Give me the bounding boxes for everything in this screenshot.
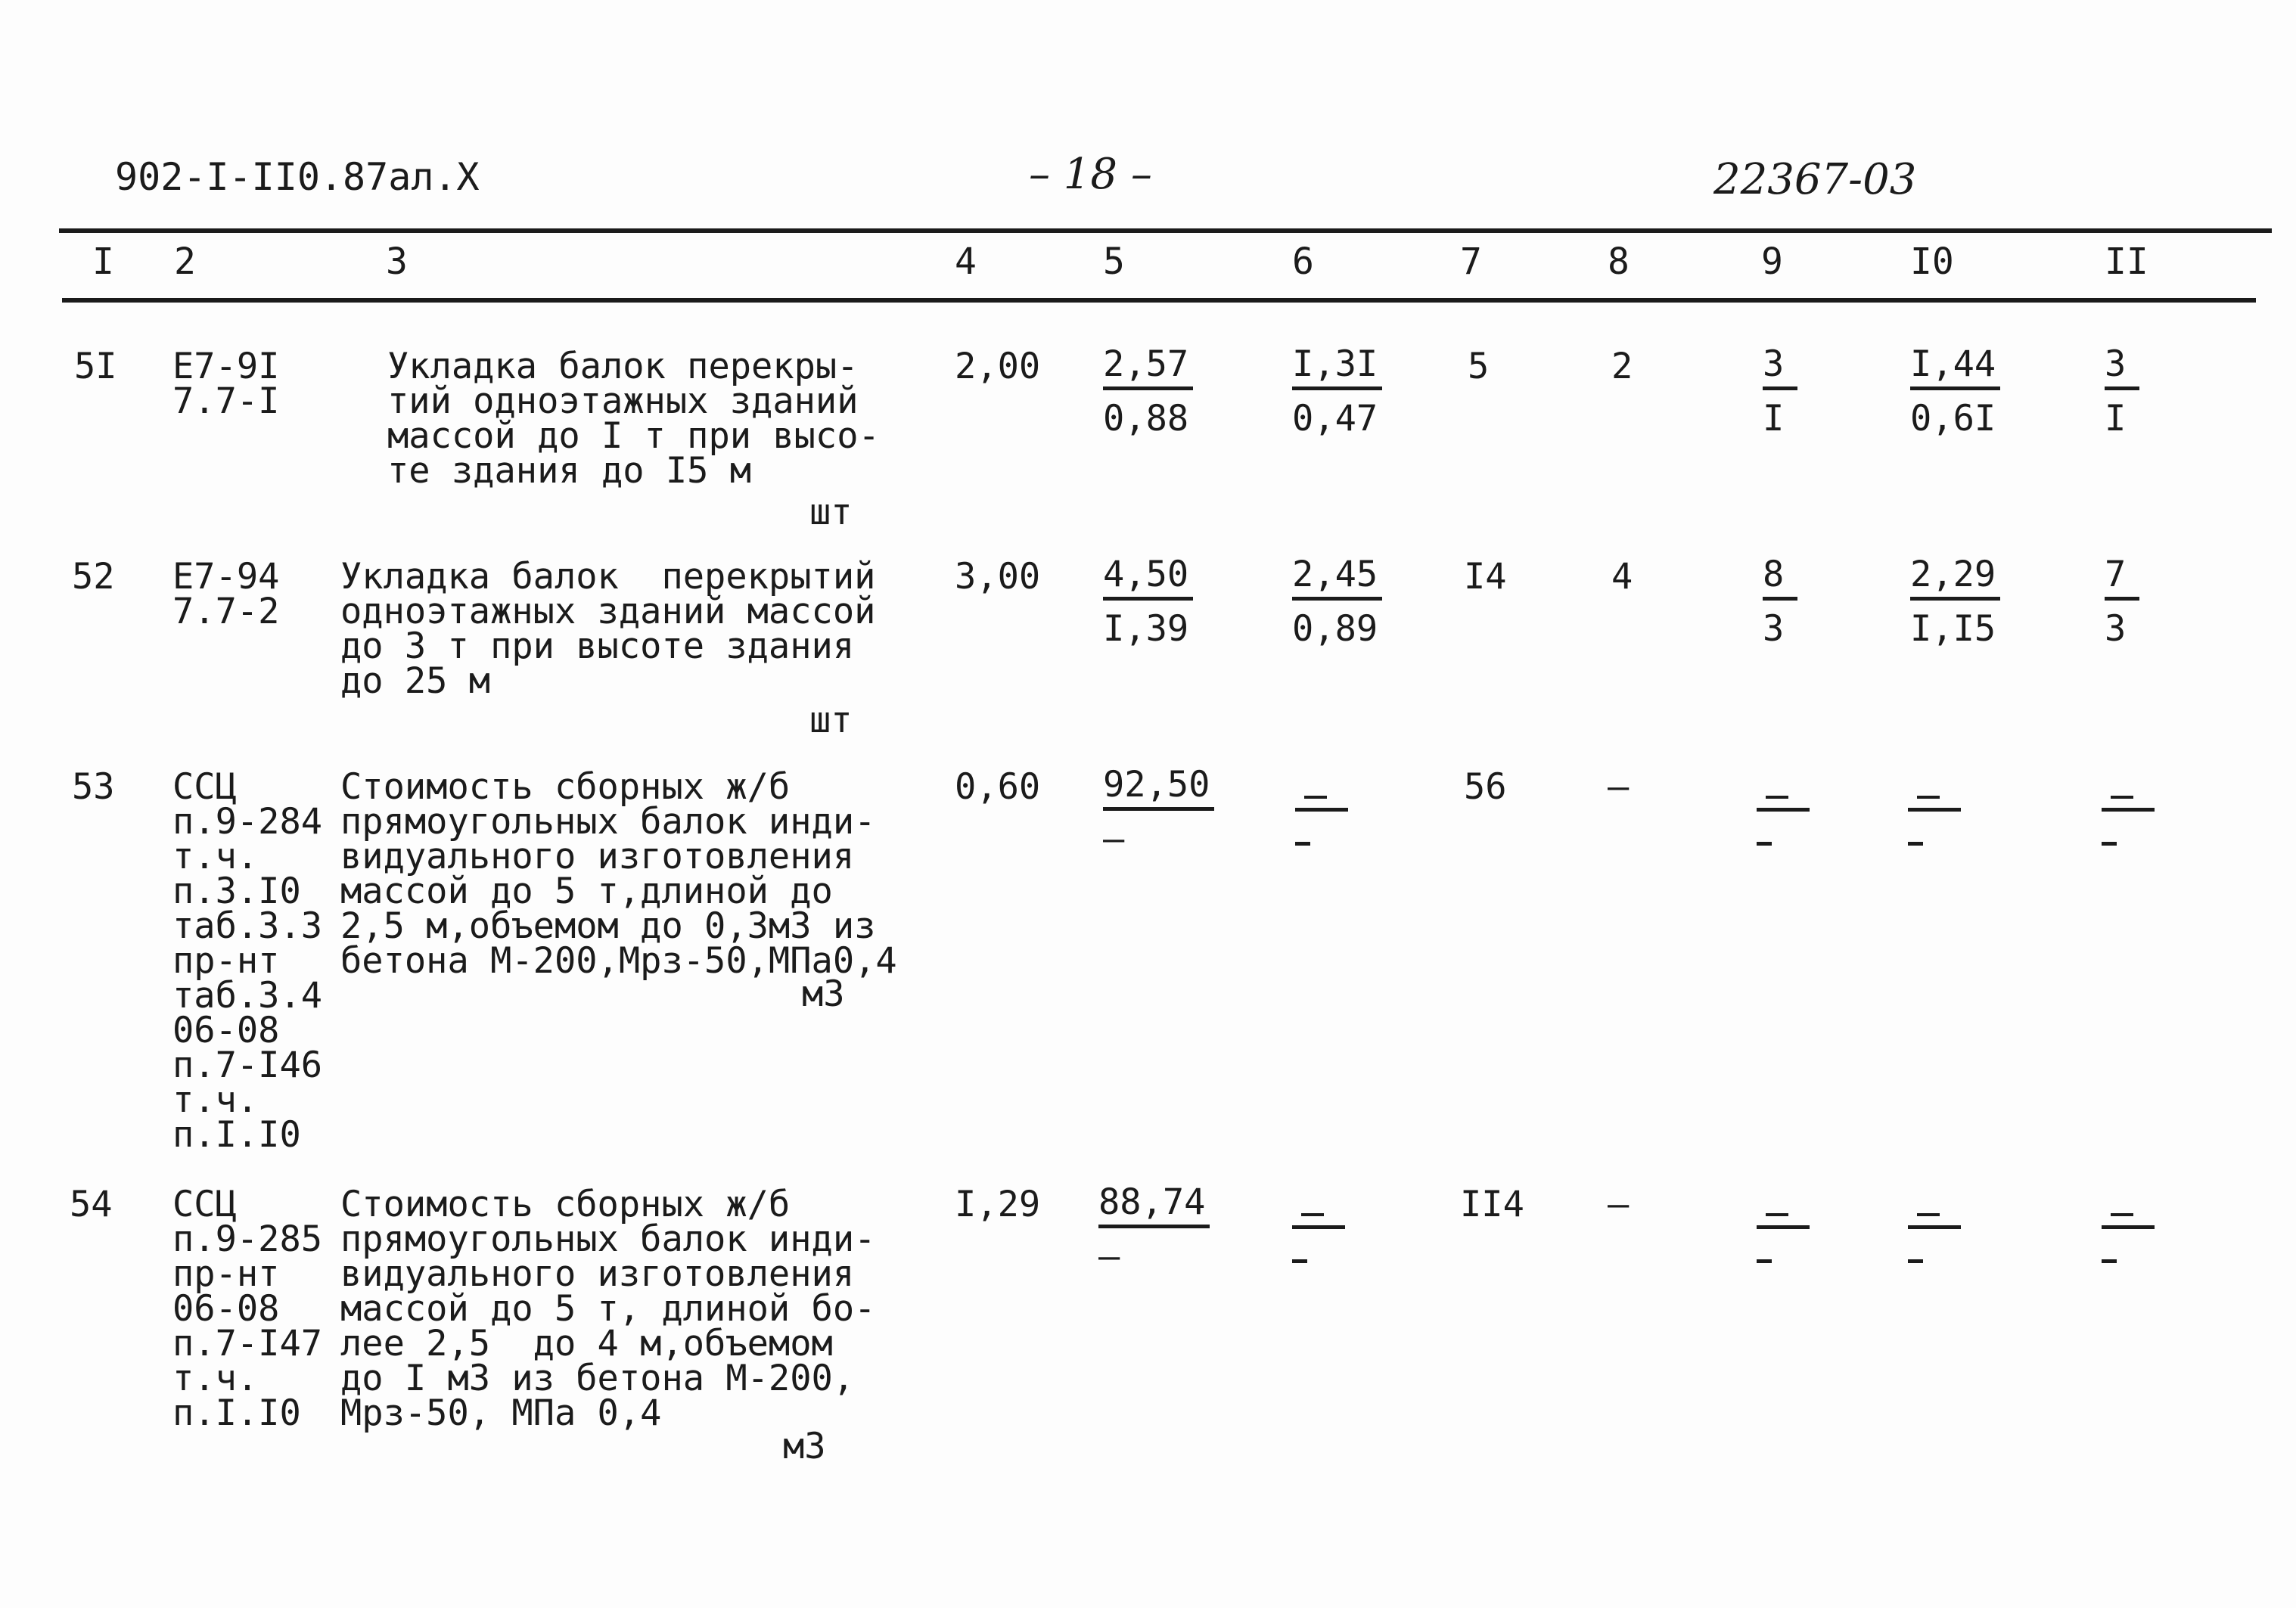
fraction-top: 3 bbox=[2105, 346, 2139, 390]
col11-empty-fraction bbox=[2102, 785, 2155, 846]
fraction-top: 8 bbox=[1763, 557, 1797, 601]
norm-code: E7-94 7.7-2 bbox=[172, 556, 280, 632]
dash-bottom bbox=[1757, 842, 1772, 846]
fraction-bottom: 3 bbox=[1763, 608, 1785, 650]
quantity: I,29 bbox=[955, 1184, 1041, 1225]
col8-value: 4 bbox=[1611, 556, 1633, 598]
col6-fraction bbox=[1292, 343, 1382, 439]
col10-empty-fraction bbox=[1908, 785, 1961, 846]
col-header-1: I bbox=[92, 241, 114, 283]
fraction-bottom: – bbox=[1098, 1236, 1120, 1277]
work-description: Стоимость сборных ж/б прямоугольных балок инди- видуального изготовления массой до 5 т,длиной до 2,5 м,объемом до 0,3м3 из бетона М-200,Мрз-50,МПа0,4 bbox=[340, 766, 897, 982]
fraction-bottom: I bbox=[1763, 398, 1785, 439]
dash-top bbox=[1908, 1203, 1961, 1229]
top-rule bbox=[59, 228, 2272, 233]
col5-fraction bbox=[1103, 343, 1193, 439]
col8-value: – bbox=[1608, 766, 1630, 808]
fraction-bottom: – bbox=[1103, 818, 1125, 860]
quantity: 3,00 bbox=[955, 556, 1041, 598]
quantity: 2,00 bbox=[955, 346, 1041, 387]
col-header-11: II bbox=[2105, 241, 2148, 283]
col8-value: 2 bbox=[1611, 346, 1633, 387]
col5-fraction bbox=[1103, 764, 1214, 860]
col-header-9: 9 bbox=[1761, 241, 1783, 283]
dash-bottom bbox=[1292, 1259, 1307, 1263]
page-number: – 18 – bbox=[1029, 150, 1152, 199]
quantity: 0,60 bbox=[955, 766, 1041, 808]
col7-value: I4 bbox=[1464, 556, 1507, 598]
col9-empty-fraction bbox=[1757, 785, 1810, 846]
col7-value: 5 bbox=[1468, 346, 1490, 387]
fraction-top: I,3I bbox=[1292, 346, 1382, 390]
dash-bottom bbox=[1295, 842, 1310, 846]
unit-label: шт bbox=[809, 492, 853, 533]
col-header-2: 2 bbox=[174, 241, 196, 283]
col6-fraction bbox=[1292, 554, 1382, 650]
col11-empty-fraction bbox=[2102, 1203, 2155, 1263]
fraction-bottom: I,I5 bbox=[1910, 608, 1996, 650]
dash-top bbox=[1295, 785, 1348, 812]
norm-code: E7-9I 7.7-I bbox=[172, 346, 280, 422]
fraction-top: 3 bbox=[1763, 346, 1797, 390]
col9-fraction bbox=[1763, 554, 1797, 650]
col-header-8: 8 bbox=[1608, 241, 1630, 283]
fraction-top: 2,29 bbox=[1910, 557, 2000, 601]
col7-value: 56 bbox=[1464, 766, 1507, 808]
col11-fraction bbox=[2105, 343, 2139, 439]
col11-fraction bbox=[2105, 554, 2139, 650]
row-number: 54 bbox=[70, 1184, 113, 1225]
dash-bottom bbox=[1908, 1259, 1923, 1263]
fraction-bottom: 3 bbox=[2105, 608, 2127, 650]
col5-fraction bbox=[1098, 1181, 1210, 1277]
sheet-code: 22367-03 bbox=[1713, 155, 1917, 204]
column-header-rule bbox=[62, 298, 2256, 303]
dash-top bbox=[1757, 1203, 1810, 1229]
fraction-bottom: I,39 bbox=[1103, 608, 1189, 650]
work-description: Укладка балок перекры- тий одноэтажных зданий массой до I т при высо- те здания до I5 м bbox=[387, 346, 880, 492]
norm-code: ССЦ п.9-285 пр-нт 06-08 п.7-I47 т.ч. п.I.I0 bbox=[172, 1184, 323, 1434]
col7-value: II4 bbox=[1460, 1184, 1524, 1225]
fraction-bottom: I bbox=[2105, 398, 2127, 439]
col-header-7: 7 bbox=[1460, 241, 1482, 283]
col9-empty-fraction bbox=[1757, 1203, 1810, 1263]
col5-fraction bbox=[1103, 554, 1193, 650]
norm-code: ССЦ п.9-284 т.ч. п.3.I0 таб.3.3 пр-нт таб.3.4 06-08 п.7-I46 т.ч. п.I.I0 bbox=[172, 766, 323, 1156]
col10-fraction bbox=[1910, 343, 2000, 439]
unit-label: м3 bbox=[783, 1426, 826, 1467]
fraction-top: 2,57 bbox=[1103, 346, 1193, 390]
unit-label: м3 bbox=[802, 973, 845, 1015]
fraction-top: 4,50 bbox=[1103, 557, 1193, 601]
unit-label: шт bbox=[809, 700, 853, 741]
row-number: 53 bbox=[72, 766, 115, 808]
dash-top bbox=[1757, 785, 1810, 812]
col8-value: – bbox=[1608, 1184, 1630, 1225]
col6-empty-fraction bbox=[1295, 785, 1348, 846]
col-header-3: 3 bbox=[386, 241, 408, 283]
dash-bottom bbox=[1757, 1259, 1772, 1263]
col-header-5: 5 bbox=[1103, 241, 1125, 283]
document-code: 902-I-II0.87ал.X bbox=[115, 155, 480, 199]
dash-top bbox=[1908, 785, 1961, 812]
work-description: Стоимость сборных ж/б прямоугольных балок инди- видуального изготовления массой до 5 т, длиной бо- лее 2,5 до 4 м,объемом до I м3 из бетона М-200, Мрз-50, МПа 0,4 bbox=[340, 1184, 876, 1434]
fraction-bottom: 0,6I bbox=[1910, 398, 1996, 439]
col10-empty-fraction bbox=[1908, 1203, 1961, 1263]
col10-fraction bbox=[1910, 554, 2000, 650]
col-header-4: 4 bbox=[955, 241, 977, 283]
fraction-top: 7 bbox=[2105, 557, 2139, 601]
col9-fraction bbox=[1763, 343, 1797, 439]
fraction-bottom: 0,88 bbox=[1103, 398, 1189, 439]
col6-empty-fraction bbox=[1292, 1203, 1345, 1263]
dash-top bbox=[1292, 1203, 1345, 1229]
fraction-top: 88,74 bbox=[1098, 1184, 1210, 1228]
fraction-top: I,44 bbox=[1910, 346, 2000, 390]
dash-bottom bbox=[1908, 842, 1923, 846]
row-number: 5I bbox=[74, 346, 117, 387]
fraction-top: 2,45 bbox=[1292, 557, 1382, 601]
row-number: 52 bbox=[72, 556, 115, 598]
fraction-top: 92,50 bbox=[1103, 767, 1214, 811]
work-description: Укладка балок перекрытий одноэтажных зданий массой до 3 т при высоте здания до 25 м bbox=[340, 556, 876, 702]
dash-bottom bbox=[2102, 1259, 2117, 1263]
fraction-bottom: 0,89 bbox=[1292, 608, 1378, 650]
dash-top bbox=[2102, 1203, 2155, 1229]
col-header-6: 6 bbox=[1292, 241, 1314, 283]
dash-top bbox=[2102, 785, 2155, 812]
fraction-bottom: 0,47 bbox=[1292, 398, 1378, 439]
col-header-10: I0 bbox=[1910, 241, 1954, 283]
dash-bottom bbox=[2102, 842, 2117, 846]
